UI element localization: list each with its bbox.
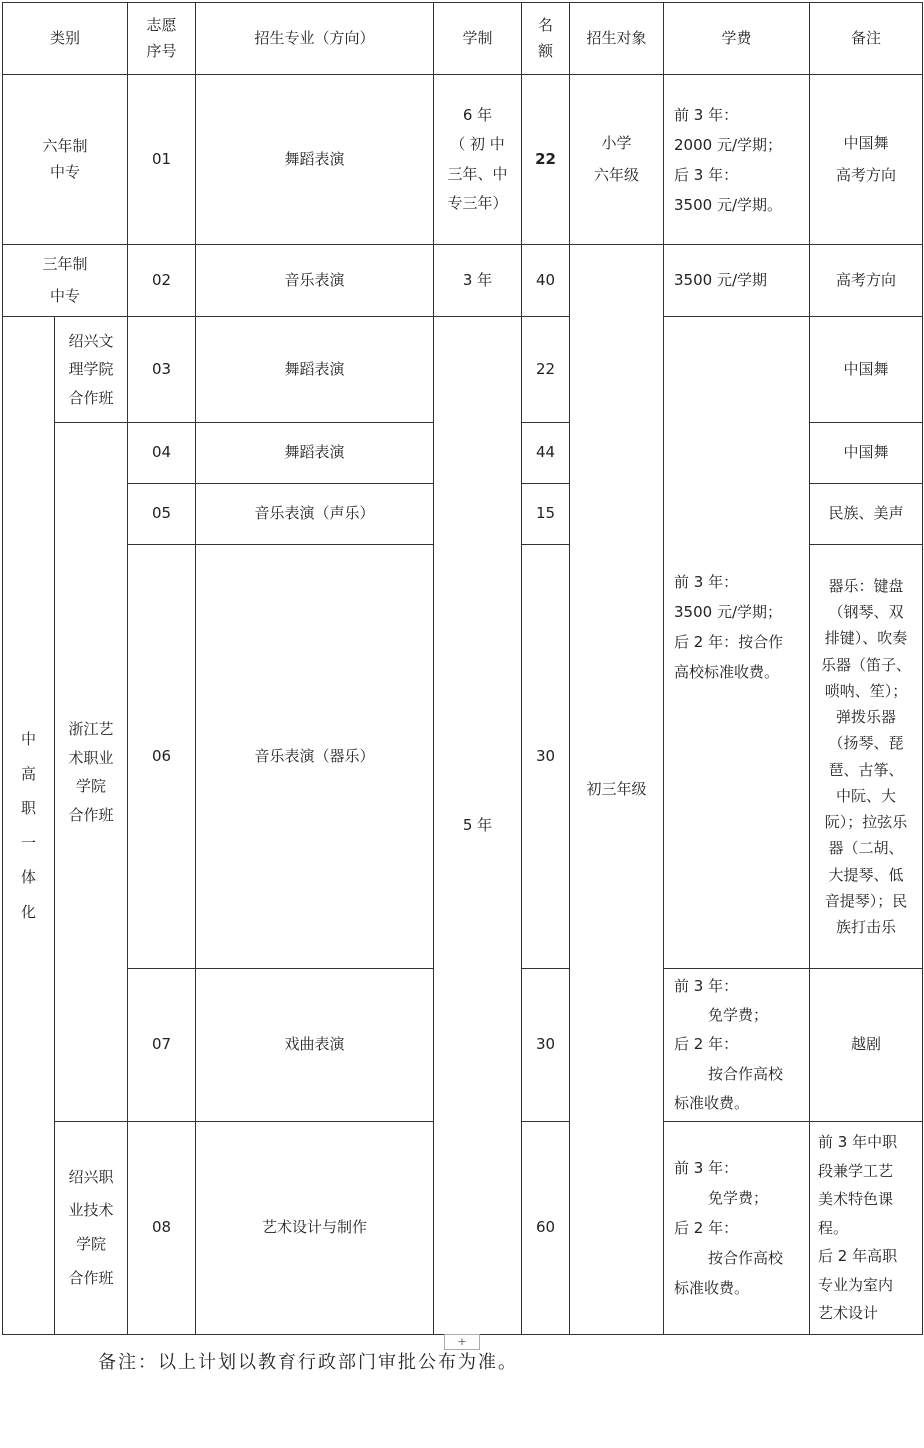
quota-cell: 22 — [522, 75, 570, 245]
major-cell: 音乐表演（器乐） — [196, 545, 434, 969]
fee-line: 3500 元/学期； — [674, 603, 782, 621]
remark-line: 艺术设计 — [818, 1304, 879, 1323]
header-category: 类别 — [3, 3, 128, 75]
header-major: 招生专业（方向） — [196, 3, 434, 75]
header-seq — [128, 3, 196, 75]
fee-line: 免学费； — [708, 1189, 769, 1207]
duration-line: 专三年） — [447, 193, 508, 212]
fee-line: 按合作高校 — [708, 1064, 784, 1083]
remark-line: 美术特色课 — [818, 1190, 894, 1209]
remark-line: 乐器（笛子、 — [820, 655, 911, 674]
seq-cell: 08 — [128, 1122, 196, 1335]
category-group-text — [21, 722, 37, 929]
major-cell: 音乐表演 — [196, 245, 434, 317]
major-cell: 舞蹈表演 — [196, 317, 434, 423]
remark-line: 弹拨乐器 — [835, 708, 896, 726]
major-cell: 舞蹈表演 — [196, 423, 434, 484]
subcategory-line: 理学院 — [68, 360, 114, 379]
remark-line: 专业为室内 — [818, 1275, 894, 1294]
subcategory-line: 术职业 — [68, 748, 114, 767]
target-cell — [570, 75, 664, 245]
seq-cell: 03 — [128, 317, 196, 423]
duration-cell: 3 年 — [434, 245, 522, 317]
header-seq-line-2: 序号 — [146, 41, 177, 60]
remark-cell — [810, 1122, 923, 1335]
admission-plan-table-wrapper — [2, 2, 923, 1335]
category-group-char: 体 — [20, 868, 36, 886]
header-row — [3, 3, 923, 75]
fee-cell: 3500 元/学期 — [664, 245, 810, 317]
major-cell: 音乐表演（声乐） — [196, 484, 434, 545]
seq-cell: 04 — [128, 423, 196, 484]
category-cell — [3, 75, 128, 245]
remark-line: 族打击乐 — [835, 918, 896, 936]
subcategory-line: 学院 — [75, 777, 106, 795]
category-line: 中专 — [49, 286, 80, 305]
category-group-char: 化 — [20, 902, 36, 921]
subcategory-line: 业技术 — [68, 1201, 114, 1220]
header-fee: 学费 — [664, 3, 810, 75]
duration-line: 三年、中 — [447, 164, 508, 183]
subcategory-cell — [55, 317, 128, 423]
subcategory-line: 绍兴文 — [68, 331, 114, 350]
category-group-char: 一 — [20, 833, 36, 852]
remark-line: 后 2 年高职 — [818, 1247, 898, 1266]
subcategory-cell — [55, 423, 128, 1122]
remark-line: 琶、古筝、 — [828, 760, 904, 779]
fee-cell — [664, 317, 810, 969]
fee-line: 后 2 年： — [674, 1035, 739, 1054]
footnote: 备注：以上计划以教育行政部门审批公布为准。 — [98, 1352, 518, 1373]
remark-line: 高考方向 — [835, 165, 896, 184]
major-cell: 戏曲表演 — [196, 969, 434, 1122]
fee-line: 前 3 年： — [674, 1159, 739, 1177]
quota-cell: 22 — [522, 317, 570, 423]
remark-cell: 民族、美声 — [810, 484, 923, 545]
remark-line: 程。 — [818, 1218, 849, 1237]
fee-line: 免学费； — [708, 1006, 769, 1025]
subcategory-cell — [55, 1122, 128, 1335]
fee-line: 后 2 年： — [674, 1219, 739, 1237]
target-cell: 初三年级 — [570, 245, 664, 1335]
subcategory-line: 绍兴职 — [68, 1167, 114, 1186]
fee-line: 后 3 年： — [674, 165, 739, 184]
header-remark: 备注 — [810, 3, 923, 75]
quota-cell: 30 — [522, 969, 570, 1122]
fee-cell — [664, 969, 810, 1122]
duration-cell — [434, 75, 522, 245]
target-line: 小学 — [601, 134, 632, 152]
duration-line: （ 初 中 — [450, 135, 505, 154]
fee-cell — [664, 1122, 810, 1335]
seq-cell: 02 — [128, 245, 196, 317]
category-group-cell — [3, 317, 55, 1335]
header-seq-line-1: 志愿 — [146, 15, 177, 34]
remark-line: 器（二胡、 — [828, 839, 904, 858]
seq-cell: 06 — [128, 545, 196, 969]
table-add-row-handle[interactable]: + — [444, 1334, 480, 1350]
remark-cell — [810, 75, 923, 245]
quota-cell: 40 — [522, 245, 570, 317]
fee-line: 前 3 年： — [674, 976, 739, 995]
table-row — [3, 75, 923, 245]
subcategory-line: 合作班 — [68, 805, 114, 824]
duration-cell: 5 年 — [434, 317, 522, 1335]
fee-line: 高校标准收费。 — [674, 663, 780, 681]
quota-cell: 15 — [522, 484, 570, 545]
category-group-char: 职 — [20, 799, 36, 817]
remark-cell — [810, 545, 923, 969]
quota-cell: 44 — [522, 423, 570, 484]
category-line: 三年制 — [42, 255, 88, 273]
remark-line: （钢琴、双 — [828, 603, 904, 621]
remark-line: 段兼学工艺 — [818, 1161, 894, 1180]
fee-line: 前 3 年： — [674, 573, 739, 591]
remark-line: 阮）；拉弦乐 — [824, 813, 908, 831]
remark-cell: 越剧 — [810, 969, 923, 1122]
category-group-char: 中 — [20, 730, 36, 748]
remark-line: 中国舞 — [843, 134, 889, 152]
header-quota-line-2: 额 — [537, 41, 553, 60]
remark-cell: 中国舞 — [810, 423, 923, 484]
quota-cell: 30 — [522, 545, 570, 969]
header-quota-line-1: 名 — [537, 15, 553, 34]
fee-line: 标准收费。 — [674, 1279, 750, 1297]
remark-line: 前 3 年中职 — [818, 1133, 898, 1152]
table-row — [3, 245, 923, 317]
category-line: 六年制 — [42, 136, 88, 155]
fee-line: 标准收费。 — [674, 1093, 750, 1112]
remark-cell: 中国舞 — [810, 317, 923, 423]
admission-plan-table — [2, 2, 923, 1335]
category-line: 中专 — [49, 162, 80, 181]
target-line: 六年级 — [593, 165, 639, 184]
category-cell — [3, 245, 128, 317]
remark-line: 器乐：键盘 — [828, 576, 904, 595]
remark-cell: 高考方向 — [810, 245, 923, 317]
major-cell: 艺术设计与制作 — [196, 1122, 434, 1335]
seq-cell: 05 — [128, 484, 196, 545]
fee-line: 后 2 年：按合作 — [674, 633, 784, 651]
remark-line: （扬琴、琵 — [828, 734, 904, 753]
remark-line: 中阮、大 — [835, 786, 896, 805]
fee-line: 2000 元/学期； — [674, 135, 782, 154]
quota-cell: 60 — [522, 1122, 570, 1335]
table-row — [3, 317, 923, 423]
subcategory-line: 合作班 — [68, 388, 114, 407]
subcategory-line: 浙江艺 — [68, 720, 114, 738]
fee-line: 前 3 年： — [674, 105, 739, 124]
fee-cell — [664, 75, 810, 245]
subcategory-line: 学院 — [75, 1235, 106, 1253]
subcategory-line: 合作班 — [68, 1268, 114, 1287]
remark-line: 排键）、吹奏 — [824, 629, 908, 648]
remark-line: 音提琴）；民 — [824, 891, 908, 910]
header-target: 招生对象 — [570, 3, 664, 75]
remark-line: 大提琴、低 — [828, 865, 904, 884]
remark-line: 唢呐、笙）； — [824, 681, 908, 700]
major-cell: 舞蹈表演 — [196, 75, 434, 245]
fee-line: 按合作高校 — [708, 1249, 784, 1267]
seq-cell: 07 — [128, 969, 196, 1122]
fee-line: 3500 元/学期。 — [674, 195, 782, 214]
seq-cell: 01 — [128, 75, 196, 245]
header-duration: 学制 — [434, 3, 522, 75]
category-group-char: 高 — [20, 764, 36, 783]
header-quota — [522, 3, 570, 75]
duration-line: 6 年 — [462, 106, 493, 124]
